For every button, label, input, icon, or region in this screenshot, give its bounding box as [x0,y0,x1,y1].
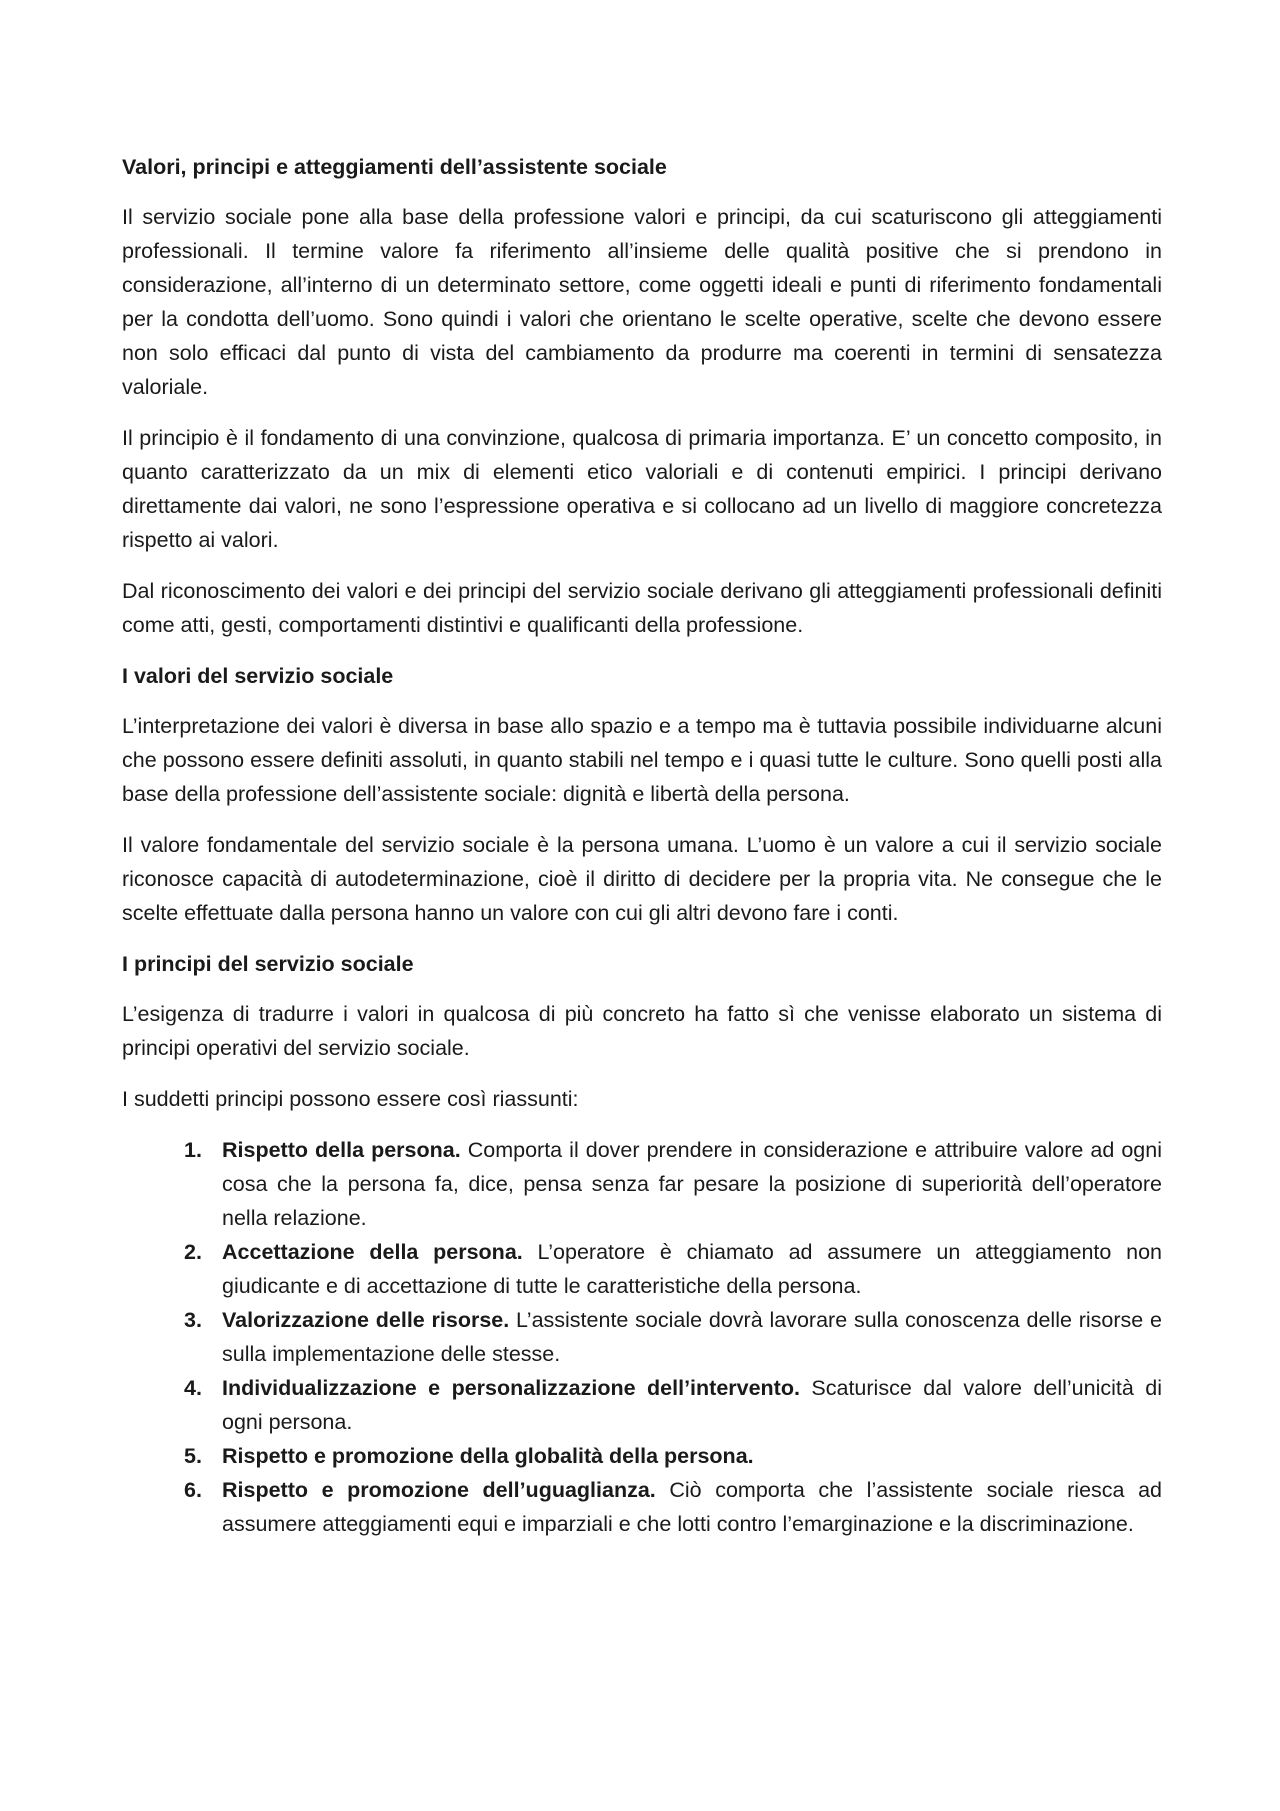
list-item-text: Ciò comporta che l’assistente sociale riesca ad assumere atteggiamenti equi e imparziali e che lotti contro l’emarginazione e la discriminazione. [222,1478,1162,1536]
list-item-number: 4. [184,1376,202,1400]
list-item-number: 1. [184,1138,202,1162]
list-item [184,1303,1162,1371]
list-item-lead: Rispetto e promozione della globalità della persona. [222,1444,754,1468]
intro-paragraph: Il servizio sociale pone alla base della professione valori e principi, da cui scaturiscono gli atteggiamenti professionali. Il termine valore fa riferimento all’insieme delle qualità positive che si prendono in considerazione, all’interno di un determinato settore, come oggetti ideali e punti di riferimento fondamentali per la condotta dell’uomo. Sono quindi i valori che orientano le scelte operative, scelte che devono essere non solo efficaci dal punto di vista del cambiamento da produrre ma coerenti in termini di sensatezza valoriale. [122,205,1162,399]
list-item-lead: Rispetto della persona. [222,1138,461,1162]
list-item-number: 6. [184,1478,202,1502]
list-item-number: 3. [184,1308,202,1332]
values-paragraph: L’interpretazione dei valori è diversa in base allo spazio e a tempo ma è tuttavia possibile individuarne alcuni che possono essere definiti assoluti, in quanto stabili nel tempo e i quasi tutte le culture. Sono quelli posti alla base della professione dell’assistente sociale: dignità e libertà della persona. [122,714,1162,806]
principles-paragraph: L’esigenza di tradurre i valori in qualcosa di più concreto ha fatto sì che venisse elaborato un sistema di principi operativi del servizio sociale. [122,1002,1162,1060]
list-item [184,1371,1162,1439]
list-item [184,1235,1162,1303]
intro-paragraph: Dal riconoscimento dei valori e dei principi del servizio sociale derivano gli atteggiamenti professionali definiti come atti, gesti, comportamenti distintivi e qualificanti della professione. [122,579,1162,637]
list-item-lead: Valorizzazione delle risorse. [222,1308,510,1332]
principles-paragraph: I suddetti principi possono essere così riassunti: [122,1087,579,1111]
list-item-text: Scaturisce dal valore dell’unicità di ogni persona. [222,1376,1162,1434]
list-item [184,1473,1162,1541]
intro-paragraph: Il principio è il fondamento di una convinzione, qualcosa di primaria importanza. E’ un concetto composito, in quanto caratterizzato da un mix di elementi etico valoriali e di contenuti empirici. I principi derivano direttamente dai valori, ne sono l’espressione operativa e si collocano ad un livello di maggiore concretezza rispetto ai valori. [122,426,1162,552]
list-item-text: L’operatore è chiamato ad assumere un atteggiamento non giudicante e di accettazione di tutte le caratteristiche della persona. [222,1240,1162,1298]
list-item-lead: Individualizzazione e personalizzazione dell’intervento. [222,1376,800,1400]
section-heading-principles: I principi del servizio sociale [122,952,414,976]
list-item-lead: Accettazione della persona. [222,1240,523,1264]
list-item-text: L’assistente sociale dovrà lavorare sulla conoscenza delle risorse e sulla implementazione delle stesse. [222,1308,1162,1366]
list-item-number: 2. [184,1240,202,1264]
document-page [122,150,1162,1541]
list-item [184,1133,1162,1235]
document-title: Valori, principi e atteggiamenti dell’assistente sociale [122,155,667,179]
list-item-lead: Rispetto e promozione dell’uguaglianza. [222,1478,656,1502]
list-item-number: 5. [184,1444,202,1468]
principles-list [122,1133,1162,1541]
list-item-text: Comporta il dover prendere in considerazione e attribuire valore ad ogni cosa che la persona fa, dice, pensa senza far pesare la posizione di superiorità dell’operatore nella relazione. [222,1138,1162,1230]
values-paragraph: Il valore fondamentale del servizio sociale è la persona umana. L’uomo è un valore a cui il servizio sociale riconosce capacità di autodeterminazione, cioè il diritto di decidere per la propria vita. Ne consegue che le scelte effettuate dalla persona hanno un valore con cui gli altri devono fare i conti. [122,833,1162,925]
list-item [184,1439,1162,1473]
section-heading-values: I valori del servizio sociale [122,664,394,688]
